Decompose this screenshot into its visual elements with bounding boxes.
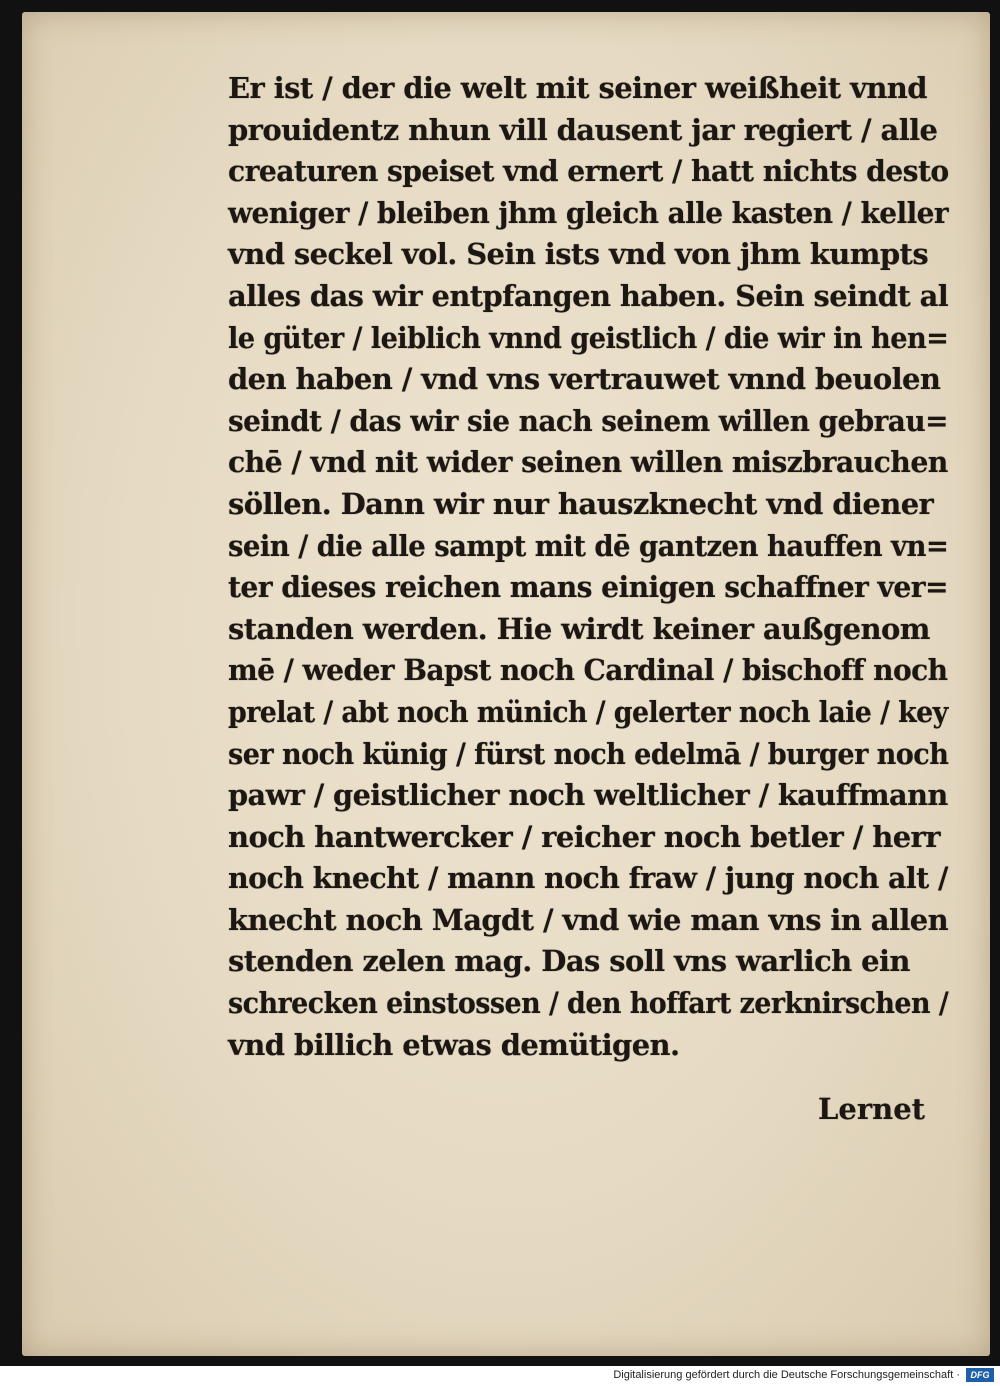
text-line: vnd billich etwas demütigen.	[228, 1027, 680, 1062]
text-line: noch hantwercker / reicher noch betler / herr	[228, 819, 940, 854]
text-line: prouidentz nhun vill dausent jar regiert / alle	[228, 112, 938, 147]
text-line: den haben / vnd vns vertrauwet vnnd beuolen	[228, 362, 941, 397]
text-line: prelat / abt noch münich / gelerter noch laie / key	[228, 694, 948, 729]
text-line: ser noch künig / fürst noch edelmā / burger noch	[228, 736, 949, 771]
text-line: knecht noch Magdt / vnd wie man vns in allen	[228, 902, 949, 937]
text-line: vnd seckel vol. Sein ists vnd von jhm kumpts	[228, 237, 929, 272]
catchword: Lernet	[818, 1092, 926, 1126]
text-line: sein / die alle sampt mit dē gantzen hauffen vn=	[228, 528, 949, 563]
text-line: mē / weder Bapst noch Cardinal / bischoff noch	[228, 653, 948, 688]
text-line: creaturen speiset vnd ernert / hatt nichts desto	[228, 154, 949, 189]
text-line: alles das wir entpfangen haben. Sein seindt al	[228, 278, 949, 313]
text-line: le güter / leiblich vnnd geistlich / die wir in hen=	[228, 320, 949, 355]
footer-bar	[0, 1366, 1000, 1386]
funding-credit: Digitalisierung gefördert durch die Deutsche Forschungsgemeinschaft ·	[613, 1369, 960, 1381]
text-line: stenden zelen mag. Das soll vns warlich ein	[228, 944, 910, 979]
text-line: Er ist / der die welt mit seiner weißheit vnnd	[228, 71, 927, 105]
text-line: pawr / geistlicher noch weltlicher / kauffmann	[228, 778, 948, 813]
text-line: weniger / bleiben jhm gleich alle kasten / keller	[228, 195, 949, 230]
text-line: söllen. Dann wir nur hauszknecht vnd diener	[228, 486, 934, 521]
text-line: chē / vnd nit wider seinen willen miszbrauchen	[228, 445, 948, 480]
text-line: noch knecht / mann noch fraw / jung noch alt /	[228, 861, 948, 896]
body-text	[228, 68, 948, 1066]
text-line: seindt / das wir sie nach seinem willen gebrau=	[228, 403, 948, 438]
text-line: standen werden. Hie wirdt keiner außgenom	[228, 611, 930, 646]
dfg-logo[interactable]: DFG	[966, 1368, 994, 1382]
text-line: ter dieses reichen mans einigen schaffner ver=	[228, 570, 949, 605]
text-line: schrecken einstossen / den hoffart zerknirschen /	[228, 986, 949, 1021]
